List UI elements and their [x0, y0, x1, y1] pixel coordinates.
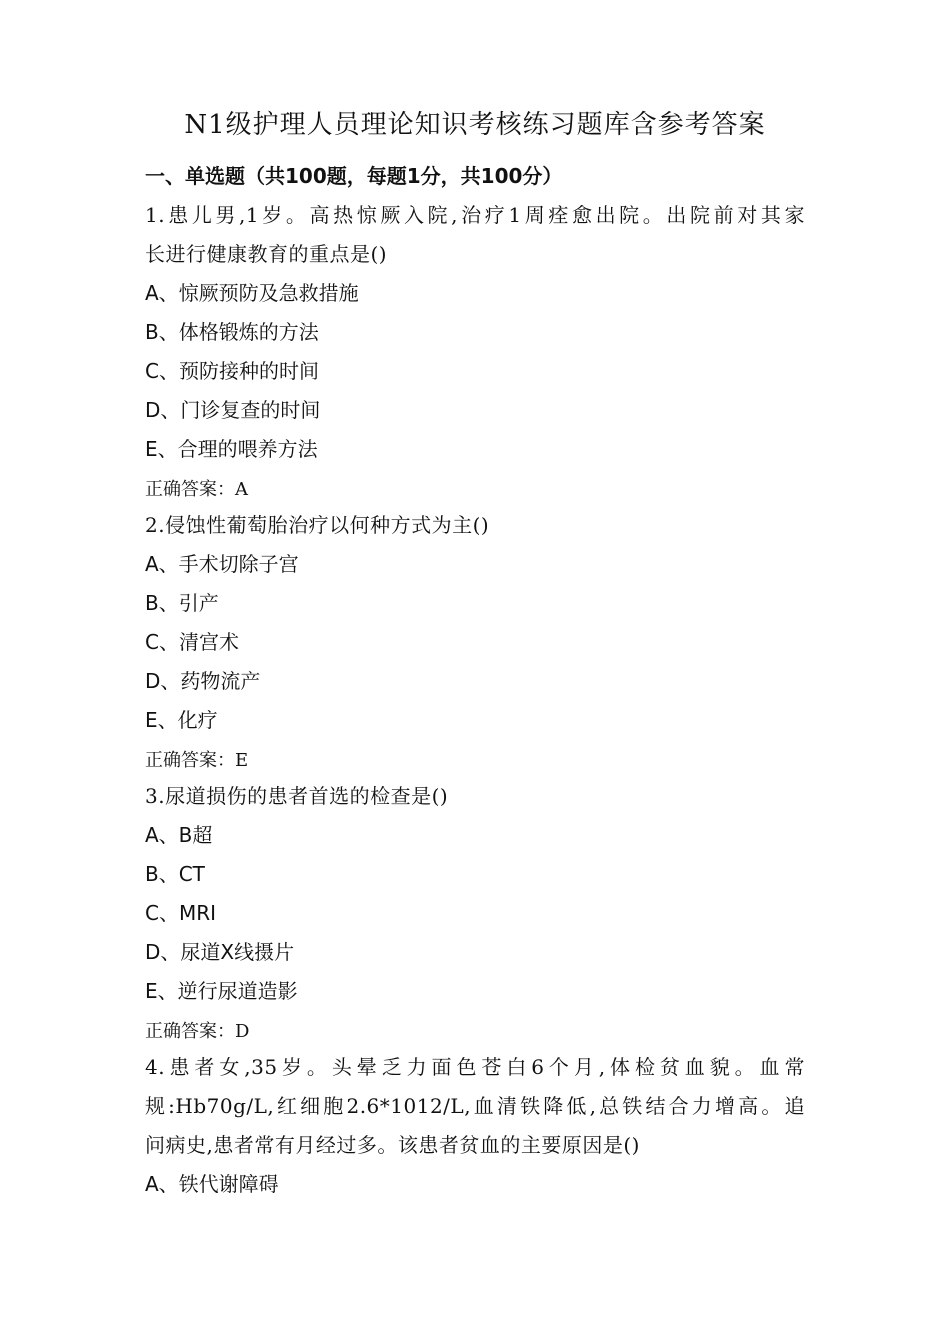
question-stem-line: 长进行健康教育的重点是() [145, 242, 388, 266]
question-stem-line: 问病史,患者常有月经过多。该患者贫血的主要原因是() [145, 1133, 640, 1157]
option-item: B、CT [145, 862, 205, 886]
question-stem-line: 4.患者女,35岁。头晕乏力面色苍白6个月,体检贫血貌。血常 [145, 1055, 805, 1079]
option-item: E、逆行尿道造影 [145, 979, 298, 1003]
option-item: D、尿道X线摄片 [145, 940, 295, 964]
option-item: B、体格锻炼的方法 [145, 320, 319, 344]
question-stem-line: 1.患儿男,1岁。高热惊厥入院,治疗1周痊愈出院。出院前对其家 [145, 203, 805, 227]
question-stem-line: 规:Hb70g/L,红细胞2.6*1012/L,血清铁降低,总铁结合力增高。追 [145, 1094, 805, 1118]
option-item: C、预防接种的时间 [145, 359, 319, 383]
option-item: A、手术切除子宫 [145, 552, 299, 576]
question-stem-line: 2.侵蚀性葡萄胎治疗以何种方式为主() [145, 513, 490, 537]
option-item: D、门诊复查的时间 [145, 398, 321, 422]
option-item: E、化疗 [145, 708, 218, 732]
option-item: C、MRI [145, 901, 217, 925]
option-item: B、引产 [145, 591, 219, 615]
option-item: A、铁代谢障碍 [145, 1172, 279, 1196]
section-heading: 一、单选题（共100题，每题1分，共100分） [145, 164, 563, 188]
option-item: E、合理的喂养方法 [145, 437, 318, 461]
correct-answer: 正确答案：A [145, 479, 248, 500]
correct-answer: 正确答案：D [145, 1021, 250, 1042]
option-item: C、清宫术 [145, 630, 239, 654]
option-item: A、惊厥预防及急救措施 [145, 281, 359, 305]
option-item: A、B超 [145, 823, 213, 847]
question-stem-line: 3.尿道损伤的患者首选的检查是() [145, 784, 449, 808]
correct-answer: 正确答案：E [145, 750, 249, 771]
document-title: N1级护理人员理论知识考核练习题库含参考答案 [184, 110, 766, 140]
option-item: D、药物流产 [145, 669, 261, 693]
